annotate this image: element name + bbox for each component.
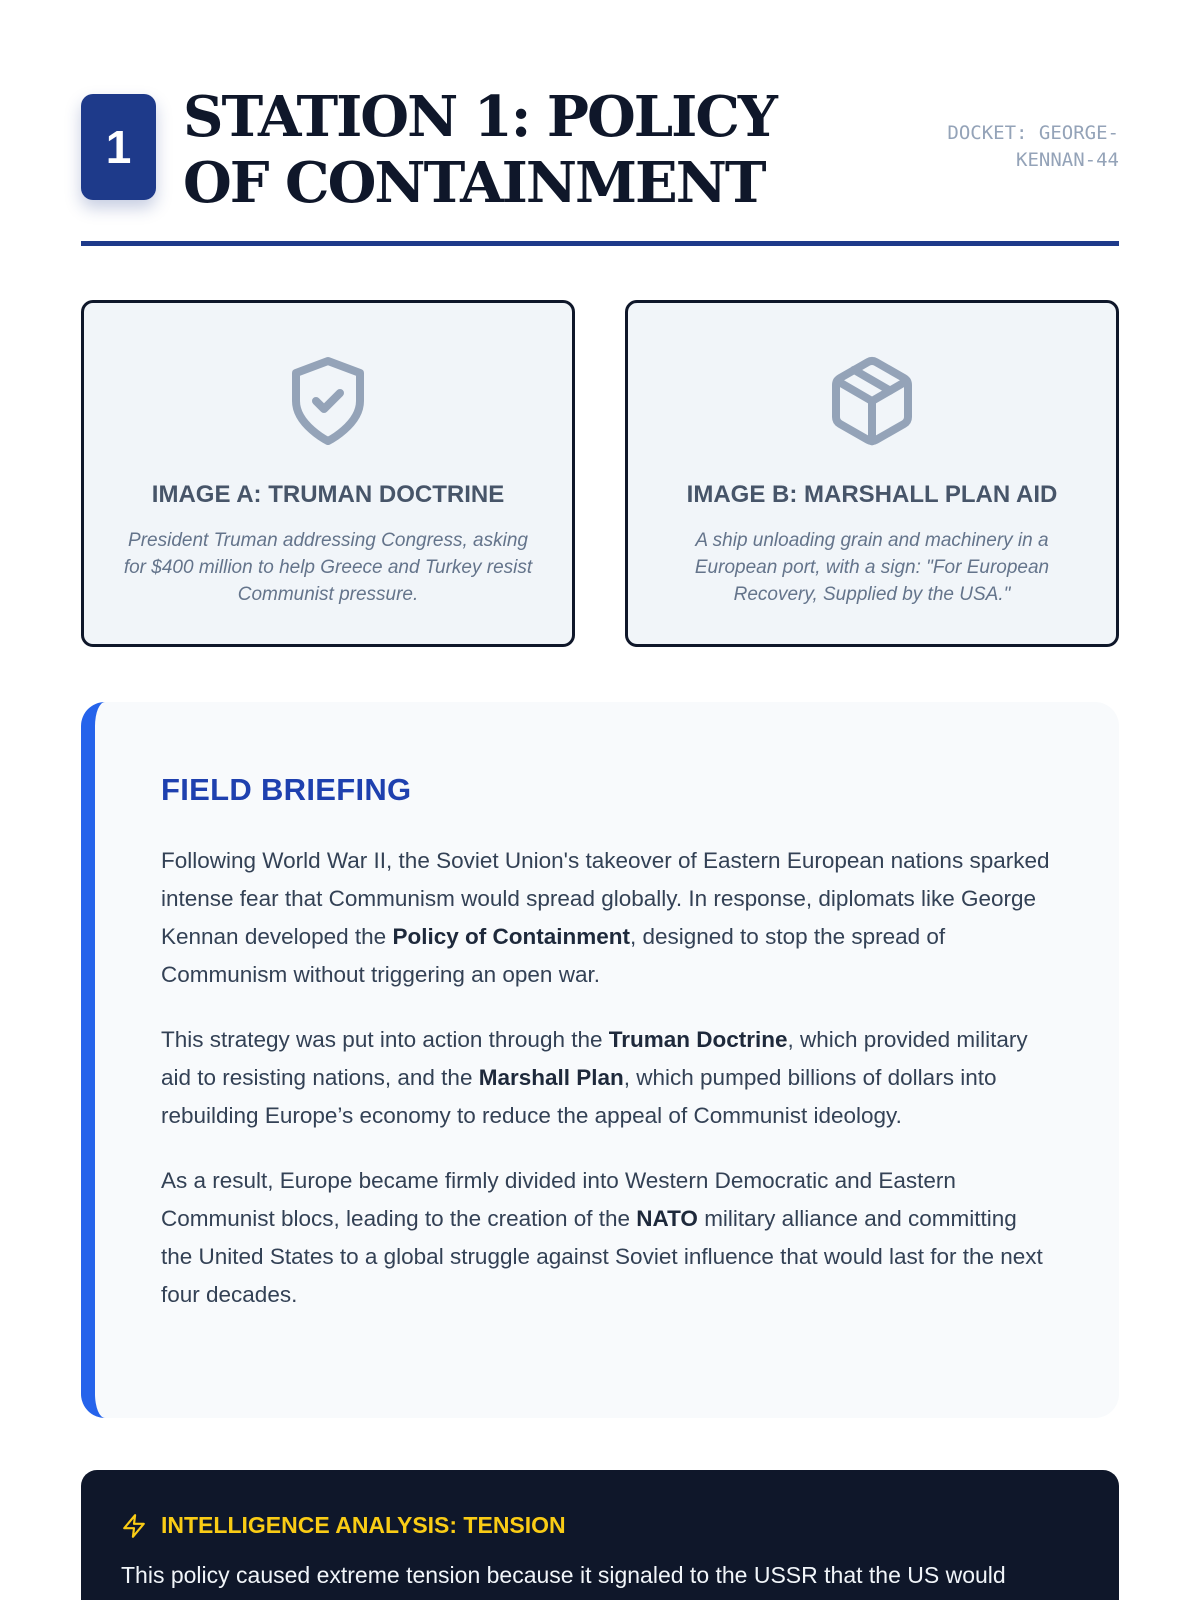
briefing-paragraph-2	[161, 1021, 1053, 1135]
station-number-badge: 1	[81, 94, 156, 200]
intel-heading: INTELLIGENCE ANALYSIS: TENSION	[161, 1512, 566, 1538]
image-card-marshall-plan	[625, 300, 1119, 647]
briefing-paragraph-1	[161, 842, 1053, 994]
key-term-truman-doctrine: Truman Doctrine	[608, 1027, 788, 1052]
page-title: STATION 1: POLICY OF CONTAINMENT	[183, 84, 776, 216]
lightning-bolt-icon	[121, 1513, 147, 1539]
intelligence-analysis-panel	[81, 1470, 1119, 1600]
intel-heading-row	[121, 1512, 1079, 1539]
image-card-title: IMAGE A: TRUMAN DOCTRINE	[151, 481, 505, 508]
docket-label: DOCKET: GEORGE-KENNAN-44	[947, 122, 1119, 171]
key-term-marshall-plan: Marshall Plan	[478, 1065, 624, 1090]
text-segment: This strategy was put into action through the	[161, 1027, 609, 1052]
text-segment: , designed to stop the spread of Communism without triggering an open war.	[161, 924, 946, 987]
station-header	[81, 0, 1119, 246]
text-segment: Following World War II, the Soviet Union's takeover of Eastern European nations sparked intense fear that Communism would spread globally. In response, diplomats like George Kennan developed the	[161, 848, 1050, 949]
package-box-icon	[824, 349, 920, 453]
briefing-heading: FIELD BRIEFING	[161, 772, 412, 807]
image-cards	[81, 300, 1119, 647]
text-segment: , which pumped billions of dollars into rebuilding Europe’s economy to reduce the appeal of Communist ideology.	[161, 1065, 997, 1128]
text-segment: , which provided military aid to resisting nations, and the	[161, 1027, 1028, 1090]
text-segment: military alliance and committing the United States to a global struggle against Soviet influence that would last for the next four decades.	[161, 1206, 1043, 1307]
image-card-description: President Truman addressing Congress, asking for $400 million to help Greece and Turkey resist Communist pressure.	[123, 530, 533, 605]
briefing-paragraph-3	[161, 1162, 1053, 1314]
key-term-policy-of-containment: Policy of Containment	[392, 924, 630, 949]
image-card-truman-doctrine	[81, 300, 575, 647]
shield-check-icon	[280, 349, 376, 453]
text-segment: As a result, Europe became firmly divided into Western Democratic and Eastern Communist blocs, leading to the creation of the	[161, 1168, 956, 1231]
intel-text: This policy caused extreme tension because it signaled to the USSR that the US would	[121, 1562, 1006, 1588]
image-card-title: IMAGE B: MARSHALL PLAN AID	[686, 481, 1058, 508]
image-card-description: A ship unloading grain and machinery in a European port, with a sign: "For European Recovery, Supplied by the USA."	[694, 530, 1050, 605]
key-term-nato: NATO	[636, 1206, 698, 1231]
field-briefing	[81, 702, 1119, 1418]
